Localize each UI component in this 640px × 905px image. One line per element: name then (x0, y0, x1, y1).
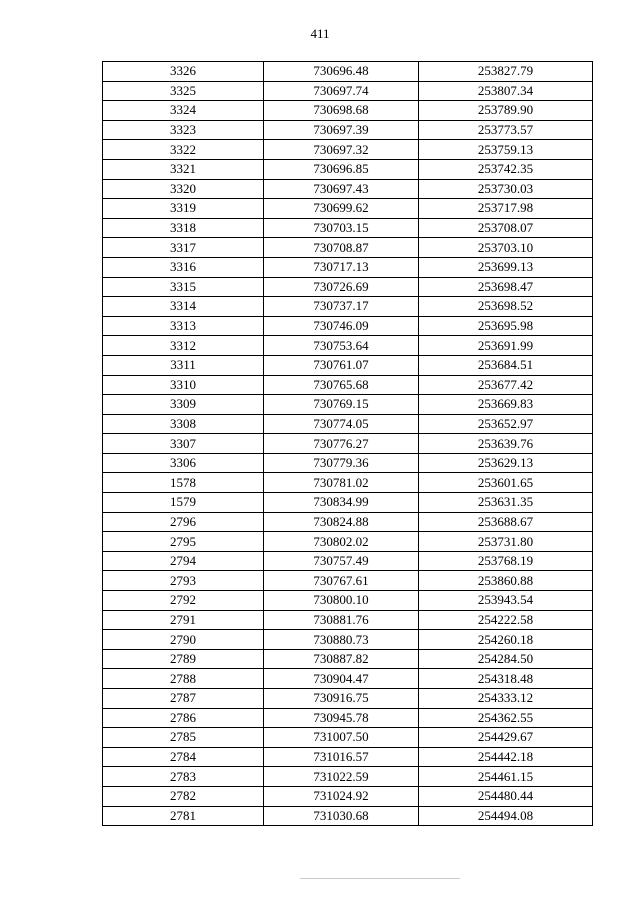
table-row (103, 473, 593, 493)
table-row (103, 669, 593, 689)
x-coordinate-cell: 731024.92 (264, 786, 419, 806)
x-coordinate-cell: 730779.36 (264, 453, 419, 473)
point-number-cell: 2792 (103, 591, 264, 611)
y-coordinate-cell: 253639.76 (419, 434, 593, 454)
point-number-cell: 3316 (103, 257, 264, 277)
x-coordinate-cell: 730769.15 (264, 395, 419, 415)
table-row (103, 62, 593, 82)
table-row (103, 414, 593, 434)
x-coordinate-cell: 730726.69 (264, 277, 419, 297)
y-coordinate-cell: 254260.18 (419, 630, 593, 650)
y-coordinate-cell: 253860.88 (419, 571, 593, 591)
y-coordinate-cell: 253708.07 (419, 218, 593, 238)
y-coordinate-cell: 253695.98 (419, 316, 593, 336)
table-row (103, 512, 593, 532)
table-row (103, 355, 593, 375)
page-number: 411 (310, 26, 330, 41)
x-coordinate-cell: 730698.68 (264, 101, 419, 121)
point-number-cell: 2796 (103, 512, 264, 532)
table-row (103, 708, 593, 728)
table-row (103, 630, 593, 650)
point-number-cell: 3310 (103, 375, 264, 395)
x-coordinate-cell: 730697.32 (264, 140, 419, 160)
table-row (103, 767, 593, 787)
point-number-cell: 3319 (103, 199, 264, 219)
point-number-cell: 3312 (103, 336, 264, 356)
y-coordinate-cell: 253703.10 (419, 238, 593, 258)
x-coordinate-cell: 731030.68 (264, 806, 419, 826)
point-number-cell: 2783 (103, 767, 264, 787)
x-coordinate-cell: 730945.78 (264, 708, 419, 728)
point-number-cell: 2782 (103, 786, 264, 806)
table-row (103, 375, 593, 395)
table-row (103, 453, 593, 473)
point-number-cell: 3315 (103, 277, 264, 297)
point-number-cell: 3321 (103, 159, 264, 179)
table-row (103, 238, 593, 258)
table-row (103, 120, 593, 140)
y-coordinate-cell: 254333.12 (419, 689, 593, 709)
y-coordinate-cell: 253652.97 (419, 414, 593, 434)
point-number-cell: 2795 (103, 532, 264, 552)
point-number-cell: 3309 (103, 395, 264, 415)
table-row (103, 277, 593, 297)
y-coordinate-cell: 254494.08 (419, 806, 593, 826)
x-coordinate-cell: 731016.57 (264, 747, 419, 767)
table-row (103, 101, 593, 121)
y-coordinate-cell: 254362.55 (419, 708, 593, 728)
y-coordinate-cell: 253669.83 (419, 395, 593, 415)
y-coordinate-cell: 253731.80 (419, 532, 593, 552)
y-coordinate-cell: 253677.42 (419, 375, 593, 395)
table-row (103, 551, 593, 571)
point-number-cell: 3326 (103, 62, 264, 82)
x-coordinate-cell: 730697.74 (264, 81, 419, 101)
table-row (103, 591, 593, 611)
point-number-cell: 1578 (103, 473, 264, 493)
y-coordinate-cell: 253759.13 (419, 140, 593, 160)
table-row (103, 218, 593, 238)
x-coordinate-cell: 730776.27 (264, 434, 419, 454)
y-coordinate-cell: 254222.58 (419, 610, 593, 630)
footer-rule (300, 878, 460, 879)
point-number-cell: 3323 (103, 120, 264, 140)
table-row (103, 199, 593, 219)
point-number-cell: 3306 (103, 453, 264, 473)
x-coordinate-cell: 730834.99 (264, 493, 419, 513)
y-coordinate-cell: 253684.51 (419, 355, 593, 375)
y-coordinate-cell: 253691.99 (419, 336, 593, 356)
y-coordinate-cell: 253773.57 (419, 120, 593, 140)
y-coordinate-cell: 253768.19 (419, 551, 593, 571)
y-coordinate-cell: 253698.52 (419, 297, 593, 317)
x-coordinate-cell: 730774.05 (264, 414, 419, 434)
point-number-cell: 3322 (103, 140, 264, 160)
table-row (103, 806, 593, 826)
y-coordinate-cell: 254461.15 (419, 767, 593, 787)
x-coordinate-cell: 730800.10 (264, 591, 419, 611)
table-row (103, 257, 593, 277)
table-row (103, 297, 593, 317)
x-coordinate-cell: 730916.75 (264, 689, 419, 709)
point-number-cell: 2790 (103, 630, 264, 650)
x-coordinate-cell: 730696.48 (264, 62, 419, 82)
table-row (103, 493, 593, 513)
y-coordinate-cell: 253943.54 (419, 591, 593, 611)
coordinates-table (102, 61, 593, 826)
y-coordinate-cell: 254284.50 (419, 649, 593, 669)
table-row (103, 140, 593, 160)
point-number-cell: 2789 (103, 649, 264, 669)
table-row (103, 336, 593, 356)
point-number-cell: 3325 (103, 81, 264, 101)
point-number-cell: 3308 (103, 414, 264, 434)
y-coordinate-cell: 253827.79 (419, 62, 593, 82)
x-coordinate-cell: 730717.13 (264, 257, 419, 277)
x-coordinate-cell: 730887.82 (264, 649, 419, 669)
x-coordinate-cell: 731007.50 (264, 728, 419, 748)
x-coordinate-cell: 730708.87 (264, 238, 419, 258)
y-coordinate-cell: 253698.47 (419, 277, 593, 297)
x-coordinate-cell: 730696.85 (264, 159, 419, 179)
y-coordinate-cell: 253629.13 (419, 453, 593, 473)
point-number-cell: 3314 (103, 297, 264, 317)
y-coordinate-cell: 254480.44 (419, 786, 593, 806)
table-row (103, 689, 593, 709)
x-coordinate-cell: 730880.73 (264, 630, 419, 650)
y-coordinate-cell: 253631.35 (419, 493, 593, 513)
table-row (103, 786, 593, 806)
point-number-cell: 3307 (103, 434, 264, 454)
y-coordinate-cell: 253688.67 (419, 512, 593, 532)
table-row (103, 532, 593, 552)
x-coordinate-cell: 730824.88 (264, 512, 419, 532)
x-coordinate-cell: 731022.59 (264, 767, 419, 787)
x-coordinate-cell: 730904.47 (264, 669, 419, 689)
table-row (103, 316, 593, 336)
x-coordinate-cell: 730697.39 (264, 120, 419, 140)
y-coordinate-cell: 253730.03 (419, 179, 593, 199)
x-coordinate-cell: 730802.02 (264, 532, 419, 552)
x-coordinate-cell: 730737.17 (264, 297, 419, 317)
table-row (103, 179, 593, 199)
y-coordinate-cell: 253717.98 (419, 199, 593, 219)
point-number-cell: 2794 (103, 551, 264, 571)
x-coordinate-cell: 730753.64 (264, 336, 419, 356)
point-number-cell: 2788 (103, 669, 264, 689)
x-coordinate-cell: 730767.61 (264, 571, 419, 591)
point-number-cell: 3324 (103, 101, 264, 121)
table-row (103, 81, 593, 101)
x-coordinate-cell: 730765.68 (264, 375, 419, 395)
x-coordinate-cell: 730699.62 (264, 199, 419, 219)
point-number-cell: 3317 (103, 238, 264, 258)
point-number-cell: 2793 (103, 571, 264, 591)
point-number-cell: 2791 (103, 610, 264, 630)
x-coordinate-cell: 730761.07 (264, 355, 419, 375)
table-row (103, 747, 593, 767)
y-coordinate-cell: 254318.48 (419, 669, 593, 689)
x-coordinate-cell: 730697.43 (264, 179, 419, 199)
y-coordinate-cell: 253742.35 (419, 159, 593, 179)
point-number-cell: 2787 (103, 689, 264, 709)
point-number-cell: 2784 (103, 747, 264, 767)
point-number-cell: 1579 (103, 493, 264, 513)
point-number-cell: 3318 (103, 218, 264, 238)
x-coordinate-cell: 730746.09 (264, 316, 419, 336)
point-number-cell: 3311 (103, 355, 264, 375)
y-coordinate-cell: 253789.90 (419, 101, 593, 121)
point-number-cell: 2785 (103, 728, 264, 748)
y-coordinate-cell: 253699.13 (419, 257, 593, 277)
x-coordinate-cell: 730781.02 (264, 473, 419, 493)
y-coordinate-cell: 253807.34 (419, 81, 593, 101)
table-row (103, 649, 593, 669)
table-row (103, 610, 593, 630)
point-number-cell: 3320 (103, 179, 264, 199)
x-coordinate-cell: 730703.15 (264, 218, 419, 238)
table-row (103, 159, 593, 179)
table-row (103, 395, 593, 415)
table-row (103, 728, 593, 748)
y-coordinate-cell: 254429.67 (419, 728, 593, 748)
point-number-cell: 2781 (103, 806, 264, 826)
x-coordinate-cell: 730757.49 (264, 551, 419, 571)
x-coordinate-cell: 730881.76 (264, 610, 419, 630)
point-number-cell: 3313 (103, 316, 264, 336)
point-number-cell: 2786 (103, 708, 264, 728)
table-row (103, 571, 593, 591)
coordinates-table-body (103, 62, 593, 826)
y-coordinate-cell: 253601.65 (419, 473, 593, 493)
y-coordinate-cell: 254442.18 (419, 747, 593, 767)
table-row (103, 434, 593, 454)
